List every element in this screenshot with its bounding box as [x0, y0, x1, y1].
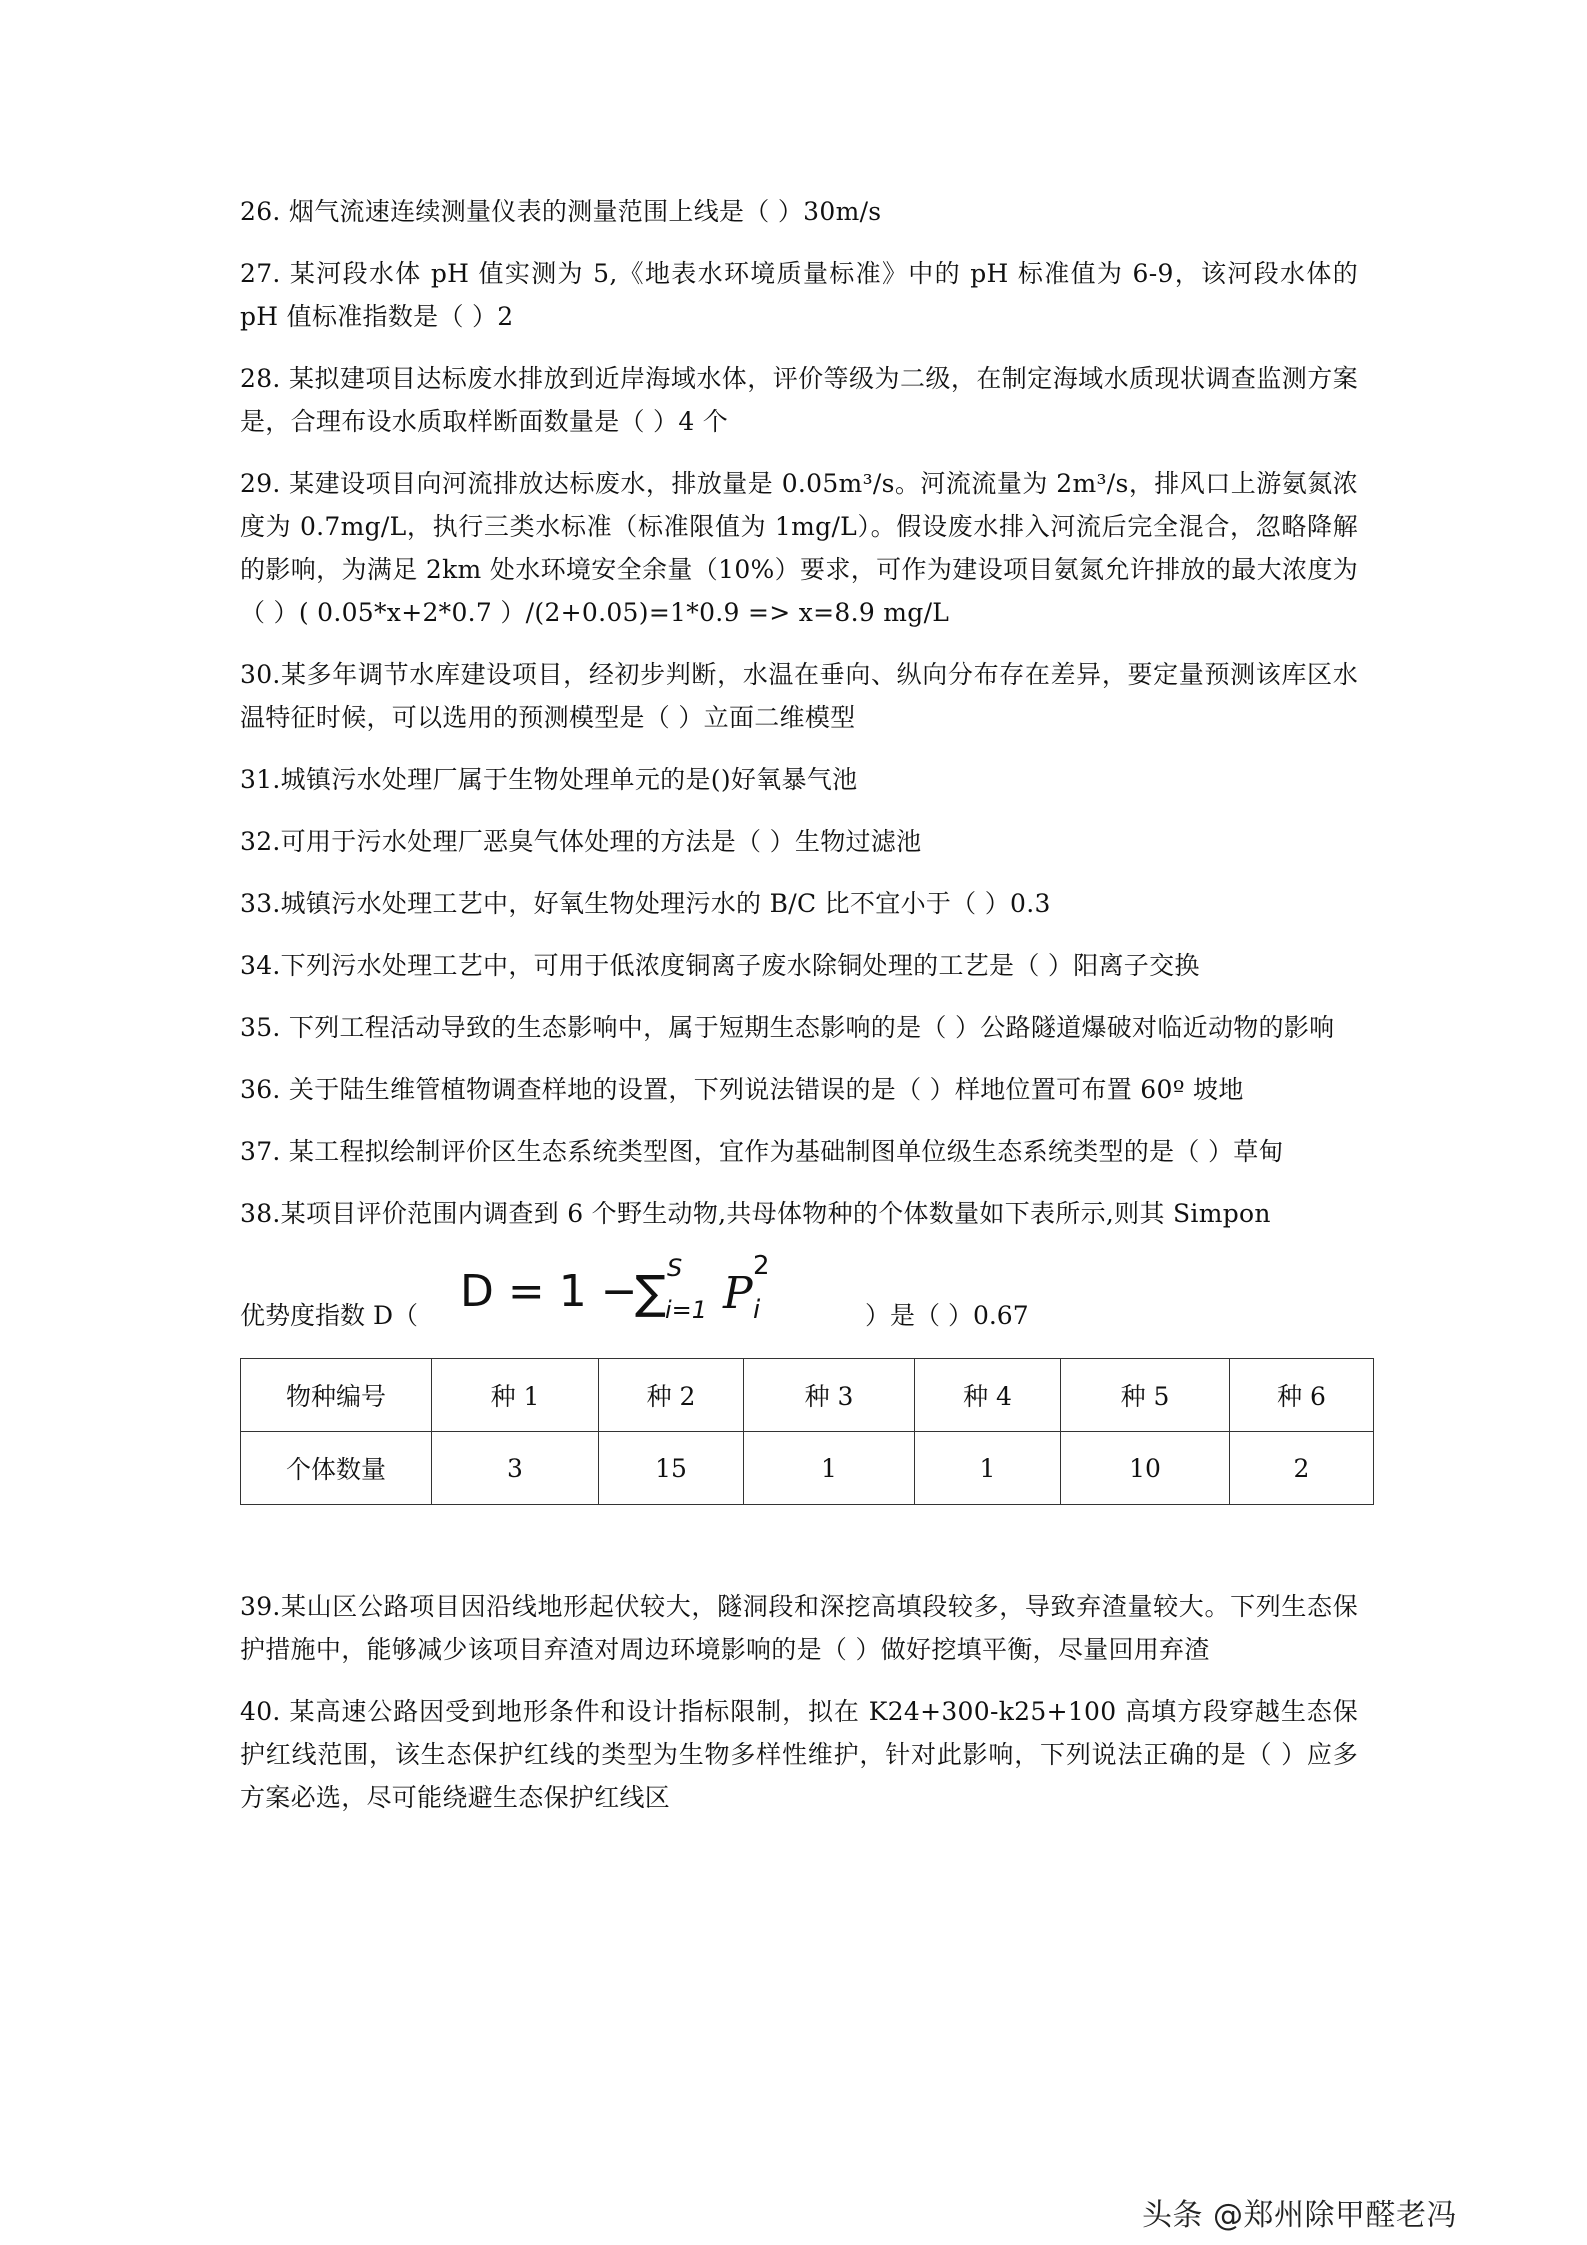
question-36: 36. 关于陆生维管植物调查样地的设置，下列说法错误的是（ ）样地位置可布置 60º 坡地	[240, 1075, 1244, 1104]
watermark-label: 头条 @郑州除甲醛老冯	[1142, 2198, 1458, 2233]
formula-suffix: ）是（ ）0.67	[865, 1301, 1029, 1330]
question-31: 31.城镇污水处理厂属于生物处理单元的是()好氧暴气池	[240, 765, 858, 794]
question-33: 33.城镇污水处理工艺中，好氧生物处理污水的 B/C 比不宜小于（ ）0.3	[240, 889, 1051, 918]
table-cell: 2	[1230, 1432, 1374, 1505]
table-cell: 15	[599, 1432, 744, 1505]
table-row	[241, 1432, 1374, 1505]
species-count-table	[240, 1358, 1374, 1505]
formula-term: P	[723, 1268, 753, 1319]
question-26: 26. 烟气流速连续测量仪表的测量范围上线是（ ）30m/s	[240, 197, 882, 226]
question-29: 29. 某建设项目向河流排放达标废水，排放量是 0.05m³/s。河流流量为 2m³/s，排风口上游氨氮浓度为 0.7mg/L，执行三类水标准（标准限值为 1mg/L）。假设废水排入河流后完全混合，忽略降解的影响，为满足 2km 处水环境安全余量（10%）要求，可作为建设项目氨氮允许排放的最大浓度为（ ）( 0.05*x+2*0.7 ）/(2+0.05)=1*0.9 => x=8.9 mg/L	[240, 469, 1358, 627]
table-cell: 种 5	[1061, 1359, 1230, 1432]
table-cell: 种 4	[915, 1359, 1061, 1432]
formula-sub: i=1	[665, 1296, 708, 1324]
table-cell: 种 2	[599, 1359, 744, 1432]
document-page	[240, 190, 1358, 1838]
table-cell: 种 6	[1230, 1359, 1374, 1432]
table-cell: 个体数量	[241, 1432, 432, 1505]
table-cell: 种 1	[432, 1359, 599, 1432]
table-cell: 物种编号	[241, 1359, 432, 1432]
table-cell: 10	[1061, 1432, 1230, 1505]
question-28: 28. 某拟建项目达标废水排放到近岸海域水体，评价等级为二级，在制定海域水质现状调查监测方案是，合理布设水质取样断面数量是（ ）4 个	[240, 364, 1358, 436]
formula-term-sub: i	[753, 1295, 761, 1325]
table-cell: 种 3	[744, 1359, 915, 1432]
table-cell: 1	[915, 1432, 1061, 1505]
question-34: 34.下列污水处理工艺中，可用于低浓度铜离子废水除铜处理的工艺是（ ）阳离子交换	[240, 951, 1200, 980]
formula-prefix: 优势度指数 D（	[240, 1301, 418, 1330]
question-32: 32.可用于污水处理厂恶臭气体处理的方法是（ ）生物过滤池	[240, 827, 922, 856]
table-cell: 3	[432, 1432, 599, 1505]
question-40: 40. 某高速公路因受到地形条件和设计指标限制，拟在 K24+300-k25+100 高填方段穿越生态保护红线范围，该生态保护红线的类型为生物多样性维护，针对此影响，下列说法正确的是（ ）应多方案必选，尽可能绕避生态保护红线区	[240, 1697, 1358, 1812]
question-27: 27. 某河段水体 pH 值实测为 5,《地表水环境质量标准》中的 pH 标准值为 6-9，该河段水体的 pH 值标准指数是（ ）2	[240, 259, 1358, 331]
question-38: 38.某项目评价范围内调查到 6 个野生动物,共母体物种的个体数量如下表所示,则其 Simpon	[240, 1199, 1271, 1228]
simpson-formula-line	[240, 1246, 1358, 1336]
table-header-row	[241, 1359, 1374, 1432]
formula-sigma: ∑	[635, 1265, 666, 1319]
formula-term-sup: 2	[753, 1251, 770, 1281]
question-39: 39.某山区公路项目因沿线地形起伏较大，隧洞段和深挖高填段较多，导致弃渣量较大。下列生态保护措施中，能够减少该项目弃渣对周边环境影响的是（ ）做好挖填平衡，尽量回用弃渣	[240, 1592, 1358, 1664]
table-cell: 1	[744, 1432, 915, 1505]
question-35: 35. 下列工程活动导致的生态影响中，属于短期生态影响的是（ ）公路隧道爆破对临近动物的影响	[240, 1013, 1335, 1042]
question-37: 37. 某工程拟绘制评价区生态系统类型图，宜作为基础制图单位级生态系统类型的是（ ）草甸	[240, 1137, 1284, 1166]
question-30: 30.某多年调节水库建设项目，经初步判断，水温在垂向、纵向分布存在差异，要定量预测该库区水温特征时候，可以选用的预测模型是（ ）立面二维模型	[240, 660, 1358, 732]
simpson-formula	[455, 1246, 855, 1326]
formula-lhs: D = 1 −	[460, 1266, 638, 1317]
formula-sup: S	[667, 1254, 683, 1282]
